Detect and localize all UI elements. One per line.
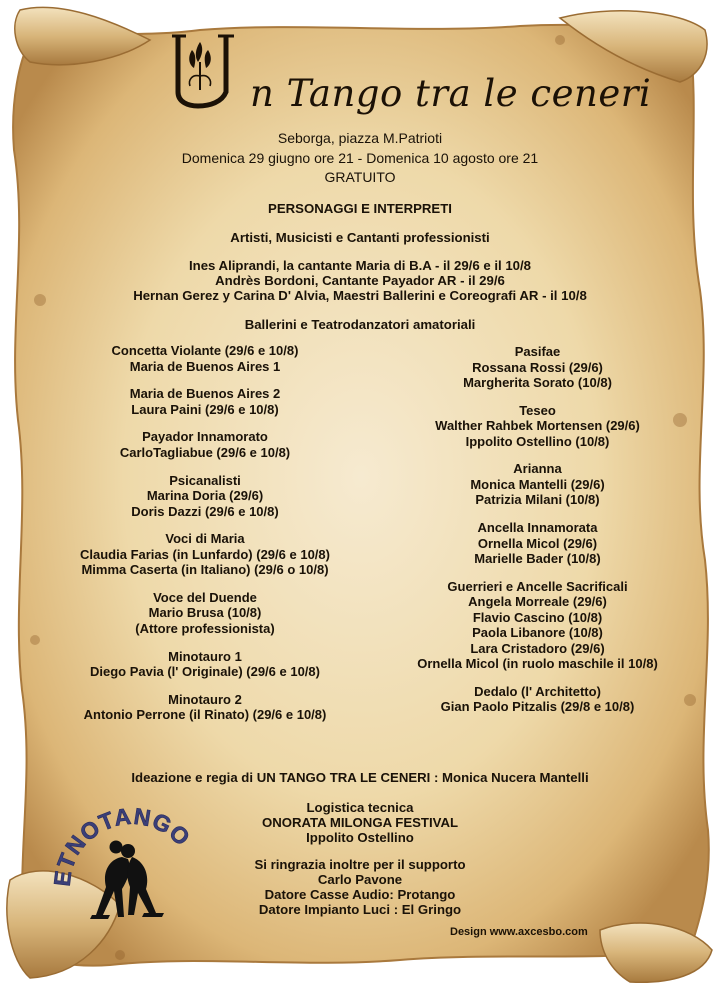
design-credit: Design www.axcesbo.com <box>450 926 588 938</box>
cast-actor: Ornella Micol (29/6) <box>477 535 598 551</box>
professional-line: Hernan Gerez y Carina D' Alvia, Maestri Ballerini e Coreografi AR - il 10/8 <box>133 288 587 303</box>
direction-credit: Ideazione e regia di UN TANGO TRA LE CENERI : Monica Nucera Mantelli <box>131 770 589 785</box>
cast-actor: Claudia Farias (in Lunfardo) (29/6 e 10/8) <box>80 546 330 562</box>
cast-actor: Doris Dazzi (29/6 e 10/8) <box>131 503 279 519</box>
cast-role: Voce del Duende <box>153 589 257 605</box>
professionals-heading: Artisti, Musicisti e Cantanti professionisti <box>230 230 490 245</box>
cast-group <box>40 531 370 578</box>
thanks-line: Datore Impianto Luci : El Gringo <box>258 902 462 917</box>
cast-actor: Ippolito Ostellino (10/8) <box>465 433 610 449</box>
cast-column-left <box>40 343 370 735</box>
poster-title <box>170 30 652 115</box>
thanks-line: Carlo Pavone <box>317 872 403 887</box>
cast-actor: CarloTagliabue (29/6 e 10/8) <box>119 444 291 460</box>
cast-group <box>380 520 695 567</box>
cast-group <box>40 473 370 520</box>
cast-role: Concetta Violante (29/6 e 10/8) <box>111 343 299 358</box>
cast-actor: Marielle Bader (10/8) <box>474 551 601 567</box>
cast-role: Guerrieri e Ancelle Sacrificali <box>447 578 628 594</box>
cast-column-right <box>380 344 695 727</box>
cast-group <box>40 692 370 723</box>
title-text: n Tango tra le ceneri <box>250 72 652 115</box>
cast-group <box>40 649 370 680</box>
cast-role: Pasifae <box>514 344 561 359</box>
dates: Domenica 29 giugno ore 21 - Domenica 10 agosto ore 21 <box>181 150 539 166</box>
cast-group <box>380 579 695 672</box>
cast-group <box>40 590 370 637</box>
cast-actor: Angela Morreale (29/6) <box>468 594 607 610</box>
logo-text: TNOTANGO <box>52 802 196 873</box>
monogram-logo <box>170 30 250 110</box>
cast-actor: Rossana Rossi (29/6) <box>472 359 603 375</box>
cast-group <box>380 684 695 715</box>
cast-actor: Marina Doria (29/6) <box>146 488 264 504</box>
cast-actor: Monica Mantelli (29/6) <box>470 476 605 492</box>
logistics-org: ONORATA MILONGA FESTIVAL <box>261 815 459 830</box>
price: GRATUITO <box>324 169 396 185</box>
cast-group <box>380 344 695 391</box>
tango-dancers-icon <box>52 787 197 927</box>
cast-role: Dedalo (l' Architetto) <box>474 683 601 699</box>
cast-role: Payador Innamorato <box>142 429 268 445</box>
cast-actor: Laura Paini (29/6 e 10/8) <box>131 401 279 417</box>
cast-role: Arianna <box>513 461 562 477</box>
cast-actor: Diego Pavia (l' Originale) (29/6 e 10/8) <box>90 664 320 680</box>
thanks-line: Datore Casse Audio: Protango <box>264 887 456 902</box>
cast-actor: Mimma Caserta (in Italiano) (29/6 o 10/8) <box>81 562 329 578</box>
cast-actor: Antonio Perrone (il Rinato) (29/6 e 10/8) <box>83 707 327 723</box>
cast-actor: Margherita Sorato (10/8) <box>463 375 612 390</box>
cast-role: Voci di Maria <box>165 531 245 547</box>
venue: Seborga, piazza M.Patrioti <box>277 130 443 146</box>
etnotango-logo <box>52 787 197 927</box>
cast-group <box>40 429 370 460</box>
cast-role: Minotauro 2 <box>168 691 242 707</box>
cast-actor: Flavio Cascino (10/8) <box>472 609 603 625</box>
cast-role: Teseo <box>519 402 556 418</box>
cast-group <box>40 386 370 417</box>
cast-role: Minotauro 1 <box>168 648 242 664</box>
thanks-heading: Si ringrazia inoltre per il supporto <box>254 857 466 872</box>
cast-role: Maria de Buenos Aires 2 <box>129 386 281 402</box>
cast-group <box>380 403 695 450</box>
cast-actor: Maria de Buenos Aires 1 <box>129 358 281 374</box>
cast-actor: Lara Cristadoro (29/6) <box>470 640 605 656</box>
cast-actor: (Attore professionista) <box>135 620 275 636</box>
amateurs-heading: Ballerini e Teatrodanzatori amatoriali <box>244 317 476 332</box>
cast-actor: Mario Brusa (10/8) <box>148 605 262 621</box>
cast-group <box>380 461 695 508</box>
professional-line: Ines Aliprandi, la cantante Maria di B.A - il 29/6 e il 10/8 <box>188 258 531 273</box>
cast-role: Psicanalisti <box>169 472 241 488</box>
logistics-heading: Logistica tecnica <box>306 800 414 815</box>
cast-heading: PERSONAGGI E INTERPRETI <box>268 201 452 216</box>
cast-role: Ancella Innamorata <box>477 520 598 536</box>
cast-actor: Ornella Micol (in ruolo maschile il 10/8) <box>417 656 658 672</box>
cast-actor: Walther Rahbek Mortensen (29/6) <box>435 418 640 434</box>
cast-group <box>40 343 370 374</box>
cast-actor: Paola Libanore (10/8) <box>472 625 603 641</box>
cast-actor: Patrizia Milani (10/8) <box>475 492 600 508</box>
cast-actor: Gian Paolo Pitzalis (29/8 e 10/8) <box>440 699 635 715</box>
logistics-person: Ippolito Ostellino <box>306 830 414 845</box>
professional-line: Andrès Bordoni, Cantante Payador AR - il 29/6 <box>215 273 505 288</box>
